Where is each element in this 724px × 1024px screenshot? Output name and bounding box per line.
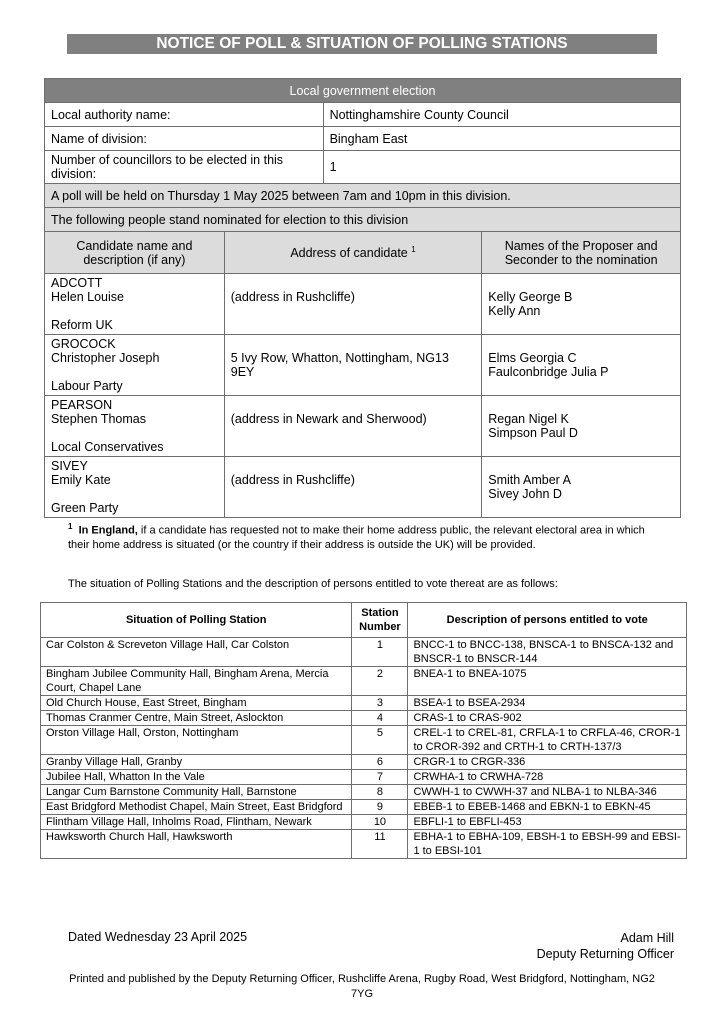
candidate-row	[45, 274, 681, 335]
officer-title: Deputy Returning Officer	[536, 947, 674, 961]
station-description: EBEB-1 to EBEB-1468 and EBKN-1 to EBKN-45	[408, 800, 687, 815]
station-situation: Old Church House, East Street, Bingham	[41, 696, 352, 711]
footnote-bold: In England,	[78, 524, 138, 537]
candidate-description: Reform UK	[51, 318, 113, 332]
candidate-description: Green Party	[51, 501, 119, 515]
station-situation: Car Colston & Screveton Village Hall, Car Colston	[41, 638, 352, 667]
address-footnote	[68, 520, 648, 552]
nominated-statement: The following people stand nominated for election to this division	[45, 208, 681, 232]
situation-intro: The situation of Polling Stations and the description of persons entitled to vote thereat are as follows:	[68, 578, 558, 590]
station-description: BSEA-1 to BSEA-2934	[408, 696, 687, 711]
dated-line: Dated Wednesday 23 April 2025	[68, 930, 248, 944]
poll-statement: A poll will be held on Thursday 1 May 2025 between 7am and 10pm in this division.	[45, 184, 681, 208]
station-number: 4	[352, 711, 408, 726]
footnote-text: if a candidate has requested not to make their home address public, the relevant electoral area in which their home address is situated (or the country if their address is outside the UK) will be provided.	[68, 524, 645, 551]
councillors-label: Number of councillors to be elected in this division:	[45, 151, 324, 184]
station-situation: Orston Village Hall, Orston, Nottingham	[41, 726, 352, 755]
candidate-forenames: Helen Louise	[51, 290, 124, 304]
proposer-name: Smith Amber A	[488, 473, 571, 487]
station-description: CREL-1 to CREL-81, CRFLA-1 to CRFLA-46, CROR-1 to CROR-392 and CRTH-1 to CRTH-137/3	[408, 726, 687, 755]
station-row	[41, 815, 687, 830]
station-row	[41, 638, 687, 667]
station-row	[41, 830, 687, 859]
proposer-name: Elms Georgia C	[488, 351, 577, 365]
candidate-address: (address in Newark and Sherwood)	[230, 412, 427, 426]
station-row	[41, 770, 687, 785]
candidate-forenames: Christopher Joseph	[51, 351, 160, 365]
station-number: 2	[352, 667, 408, 696]
station-number: 3	[352, 696, 408, 711]
proposer-header: Names of the Proposer and Seconder to the nomination	[482, 232, 681, 274]
candidate-name-header: Candidate name and description (if any)	[45, 232, 225, 274]
seconder-name: Simpson Paul D	[488, 426, 578, 440]
station-number: 6	[352, 755, 408, 770]
station-situation: Langar Cum Barnstone Community Hall, Barnstone	[41, 785, 352, 800]
candidate-address: (address in Rushcliffe)	[230, 290, 355, 304]
candidate-surname: ADCOTT	[51, 276, 103, 290]
candidate-address: (address in Rushcliffe)	[230, 473, 355, 487]
seconder-name: Faulconbridge Julia P	[488, 365, 609, 379]
candidate-address: 5 Ivy Row, Whatton, Nottingham, NG13 9EY	[230, 351, 449, 379]
footnote-ref: 1	[411, 244, 416, 254]
station-row	[41, 800, 687, 815]
footnote-mark: 1	[68, 522, 73, 531]
seconder-name: Sivey John D	[488, 487, 562, 501]
station-situation: Granby Village Hall, Granby	[41, 755, 352, 770]
division-value: Bingham East	[323, 127, 680, 151]
entitled-header: Description of persons entitled to vote	[408, 603, 687, 638]
station-row	[41, 696, 687, 711]
station-situation: Flintham Village Hall, Inholms Road, Flintham, Newark	[41, 815, 352, 830]
candidate-row	[45, 396, 681, 457]
station-description: BNEA-1 to BNEA-1075	[408, 667, 687, 696]
station-number: 10	[352, 815, 408, 830]
station-row	[41, 726, 687, 755]
station-number: 1	[352, 638, 408, 667]
station-description: CRGR-1 to CRGR-336	[408, 755, 687, 770]
seconder-name: Kelly Ann	[488, 304, 541, 318]
station-number-header: Station Number	[352, 603, 408, 638]
station-description: EBFLI-1 to EBFLI-453	[408, 815, 687, 830]
proposer-name: Regan Nigel K	[488, 412, 569, 426]
station-row	[41, 785, 687, 800]
station-number: 5	[352, 726, 408, 755]
station-situation: East Bridgford Methodist Chapel, Main Street, East Bridgford	[41, 800, 352, 815]
station-description: BNCC-1 to BNCC-138, BNSCA-1 to BNSCA-132 and BNSCR-1 to BNSCR-144	[408, 638, 687, 667]
station-number: 7	[352, 770, 408, 785]
notice-title: NOTICE OF POLL & SITUATION OF POLLING STATIONS	[67, 34, 657, 54]
station-description: CWWH-1 to CWWH-37 and NLBA-1 to NLBA-346	[408, 785, 687, 800]
station-row	[41, 667, 687, 696]
candidate-forenames: Emily Kate	[51, 473, 111, 487]
candidate-address-header: Address of candidate $^1$	[224, 232, 482, 274]
imprint: Printed and published by the Deputy Returning Officer, Rushcliffe Arena, Rugby Road, West Bridgford, Nottingham, NG2 7YG	[69, 973, 655, 1000]
candidate-row	[45, 335, 681, 396]
candidate-surname: SIVEY	[51, 459, 88, 473]
candidate-surname: GROCOCK	[51, 337, 116, 351]
station-description: EBHA-1 to EBHA-109, EBSH-1 to EBSH-99 and EBSI-1 to EBSI-101	[408, 830, 687, 859]
candidate-forenames: Stephen Thomas	[51, 412, 146, 426]
signature-block	[537, 930, 674, 962]
authority-value: Nottinghamshire County Council	[323, 103, 680, 127]
station-number: 9	[352, 800, 408, 815]
candidate-description: Local Conservatives	[51, 440, 164, 454]
situation-header: Situation of Polling Station	[41, 603, 352, 638]
candidate-description: Labour Party	[51, 379, 123, 393]
election-details-table	[44, 78, 681, 518]
station-situation: Hawksworth Church Hall, Hawksworth	[41, 830, 352, 859]
station-row	[41, 755, 687, 770]
authority-label: Local authority name:	[45, 103, 324, 127]
proposer-name: Kelly George B	[488, 290, 573, 304]
station-description: CRAS-1 to CRAS-902	[408, 711, 687, 726]
station-number: 11	[352, 830, 408, 859]
station-situation: Thomas Cranmer Centre, Main Street, Aslockton	[41, 711, 352, 726]
station-description: CRWHA-1 to CRWHA-728	[408, 770, 687, 785]
station-row	[41, 711, 687, 726]
candidate-surname: PEARSON	[51, 398, 113, 412]
station-number: 8	[352, 785, 408, 800]
candidate-row	[45, 457, 681, 518]
officer-name: Adam Hill	[620, 931, 674, 945]
station-situation: Bingham Jubilee Community Hall, Bingham Arena, Mercia Court, Chapel Lane	[41, 667, 352, 696]
division-label: Name of division:	[45, 127, 324, 151]
election-type-header: Local government election	[45, 79, 681, 103]
station-situation: Jubilee Hall, Whatton In the Vale	[41, 770, 352, 785]
councillors-value: 1	[323, 151, 680, 184]
polling-stations-table	[40, 602, 687, 859]
